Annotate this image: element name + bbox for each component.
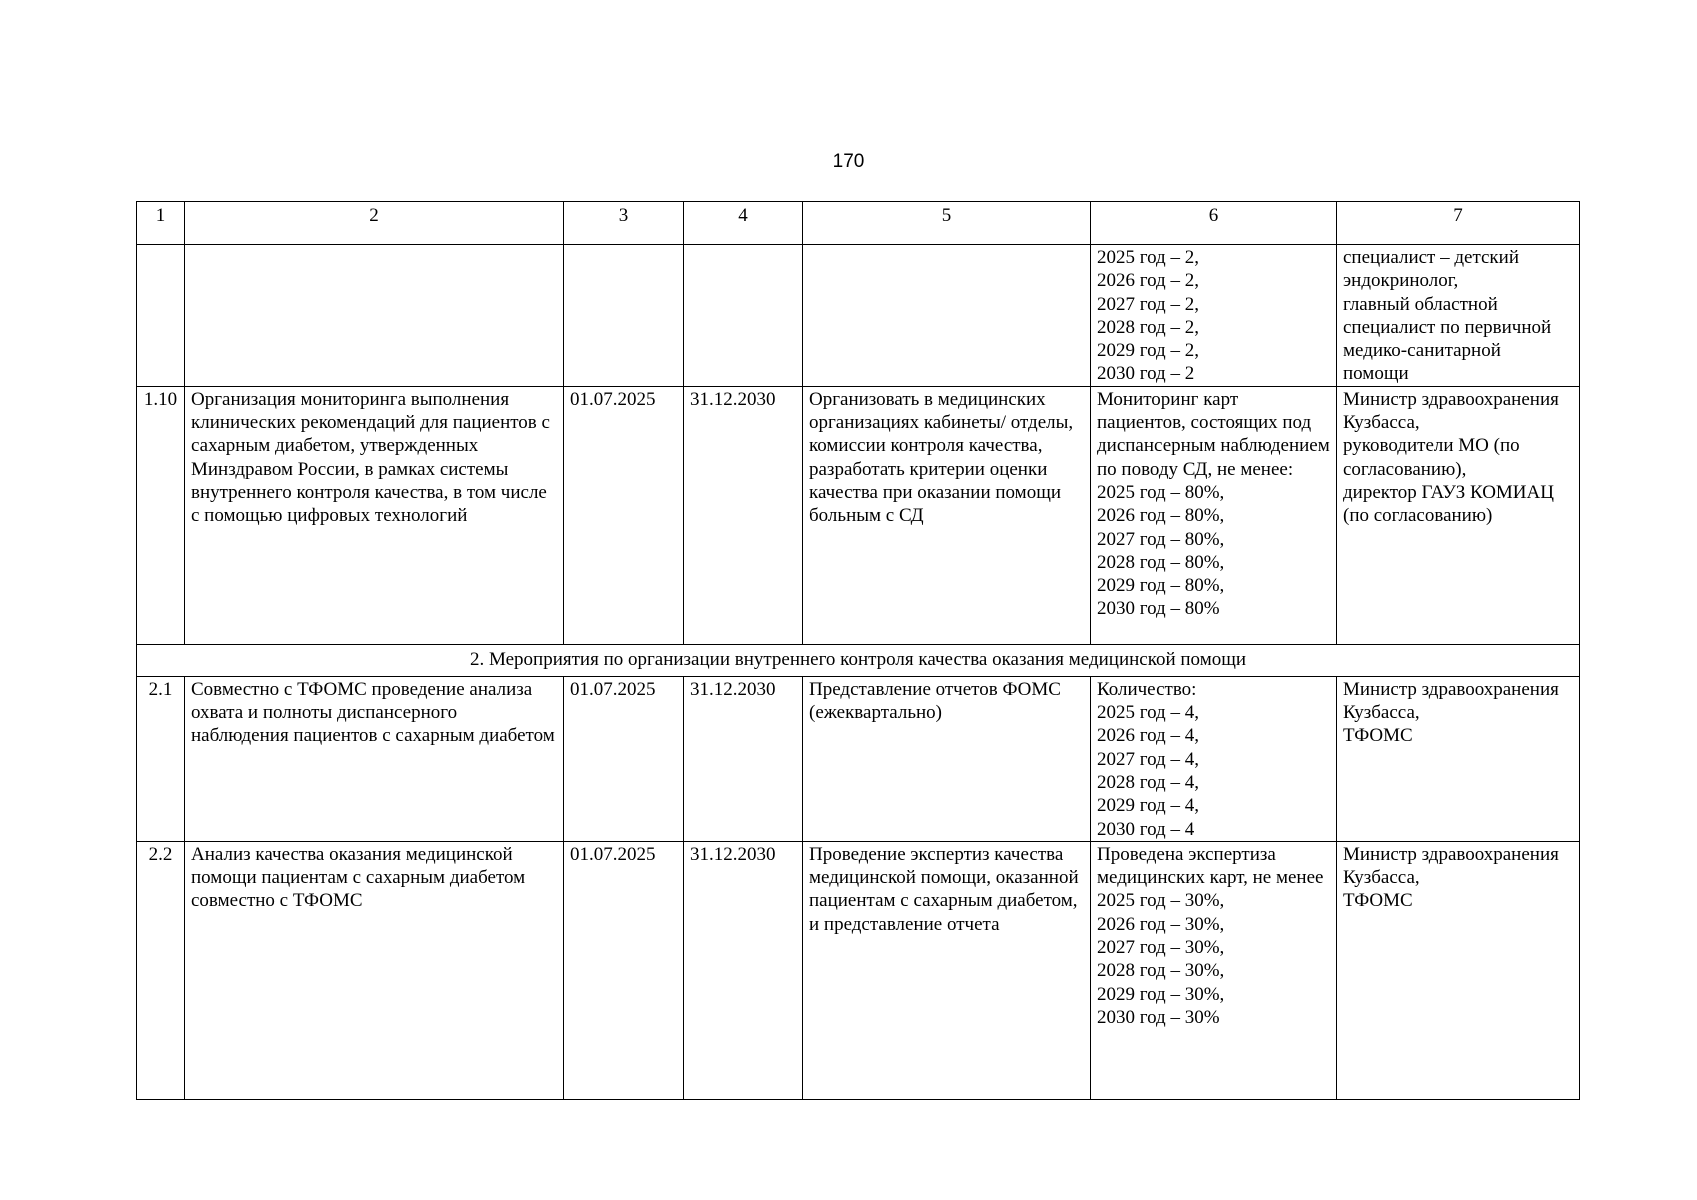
indicator-cell: Проведена экспертиза медицинских карт, не менее 2025 год – 30%, 2026 год – 30%, 2027 год – 30%, 2028 год – 30%, 2029 год – 30%, 2030 год – 30% bbox=[1091, 841, 1337, 1099]
column-header: 1 bbox=[137, 202, 185, 245]
action-cell bbox=[803, 245, 1091, 387]
action-cell: Представление отчетов ФОМС (ежеквартально) bbox=[803, 676, 1091, 841]
responsible-cell: Министр здравоохранения Кузбасса, ТФОМС bbox=[1337, 841, 1580, 1099]
column-header: 3 bbox=[564, 202, 684, 245]
responsible-cell: Министр здравоохранения Кузбасса, ТФОМС bbox=[1337, 676, 1580, 841]
column-header: 7 bbox=[1337, 202, 1580, 245]
table-row bbox=[137, 245, 1580, 387]
activity-cell: Организация мониторинга выполнения клинических рекомендаций для пациентов с сахарным диабетом, утвержденных Минздравом России, в рамках системы внутреннего контроля качества, в том числе с помощью цифровых технологий bbox=[185, 386, 564, 644]
plan-table bbox=[136, 201, 1580, 1100]
indicator-cell: Количество: 2025 год – 4, 2026 год – 4, 2027 год – 4, 2028 год – 4, 2029 год – 4, 2030 год – 4 bbox=[1091, 676, 1337, 841]
end-date-cell: 31.12.2030 bbox=[684, 676, 803, 841]
column-header: 6 bbox=[1091, 202, 1337, 245]
action-cell: Проведение экспертиз качества медицинской помощи, оказанной пациентам с сахарным диабетом, и представление отчета bbox=[803, 841, 1091, 1099]
activity-cell: Анализ качества оказания медицинской помощи пациентам с сахарным диабетом совместно с ТФОМС bbox=[185, 841, 564, 1099]
start-date-cell: 01.07.2025 bbox=[564, 386, 684, 644]
page-number: 170 bbox=[832, 151, 865, 172]
table-row bbox=[137, 676, 1580, 841]
start-date-cell: 01.07.2025 bbox=[564, 676, 684, 841]
row-number-cell: 2.1 bbox=[137, 676, 185, 841]
table-row bbox=[137, 386, 1580, 644]
column-header: 2 bbox=[185, 202, 564, 245]
table-row bbox=[137, 841, 1580, 1099]
action-cell: Организовать в медицинских организациях кабинеты/ отделы, комиссии контроля качества, разработать критерии оценки качества при оказании помощи больным с СД bbox=[803, 386, 1091, 644]
end-date-cell: 31.12.2030 bbox=[684, 386, 803, 644]
end-date-cell bbox=[684, 245, 803, 387]
end-date-cell: 31.12.2030 bbox=[684, 841, 803, 1099]
activity-cell: Совместно с ТФОМС проведение анализа охвата и полноты диспансерного наблюдения пациентов с сахарным диабетом bbox=[185, 676, 564, 841]
row-number-cell: 1.10 bbox=[137, 386, 185, 644]
indicator-cell: Мониторинг карт пациентов, состоящих под диспансерным наблюдением по поводу СД, не менее: 2025 год – 80%, 2026 год – 80%, 2027 год – 80%, 2028 год – 80%, 2029 год – 80%, 2030 год – 80% bbox=[1091, 386, 1337, 644]
row-number-cell: 2.2 bbox=[137, 841, 185, 1099]
column-header: 4 bbox=[684, 202, 803, 245]
row-number-cell bbox=[137, 245, 185, 387]
start-date-cell: 01.07.2025 bbox=[564, 841, 684, 1099]
column-header-row bbox=[137, 202, 1580, 245]
indicator-cell: 2025 год – 2, 2026 год – 2, 2027 год – 2, 2028 год – 2, 2029 год – 2, 2030 год – 2 bbox=[1091, 245, 1337, 387]
section-row bbox=[137, 644, 1580, 676]
section-title: 2. Мероприятия по организации внутреннего контроля качества оказания медицинской помощи bbox=[137, 644, 1580, 676]
start-date-cell bbox=[564, 245, 684, 387]
responsible-cell: специалист – детский эндокринолог, главный областной специалист по первичной медико-санитарной помощи bbox=[1337, 245, 1580, 387]
activity-cell bbox=[185, 245, 564, 387]
responsible-cell: Министр здравоохранения Кузбасса, руководители МО (по согласованию), директор ГАУЗ КОМИАЦ (по согласованию) bbox=[1337, 386, 1580, 644]
column-header: 5 bbox=[803, 202, 1091, 245]
